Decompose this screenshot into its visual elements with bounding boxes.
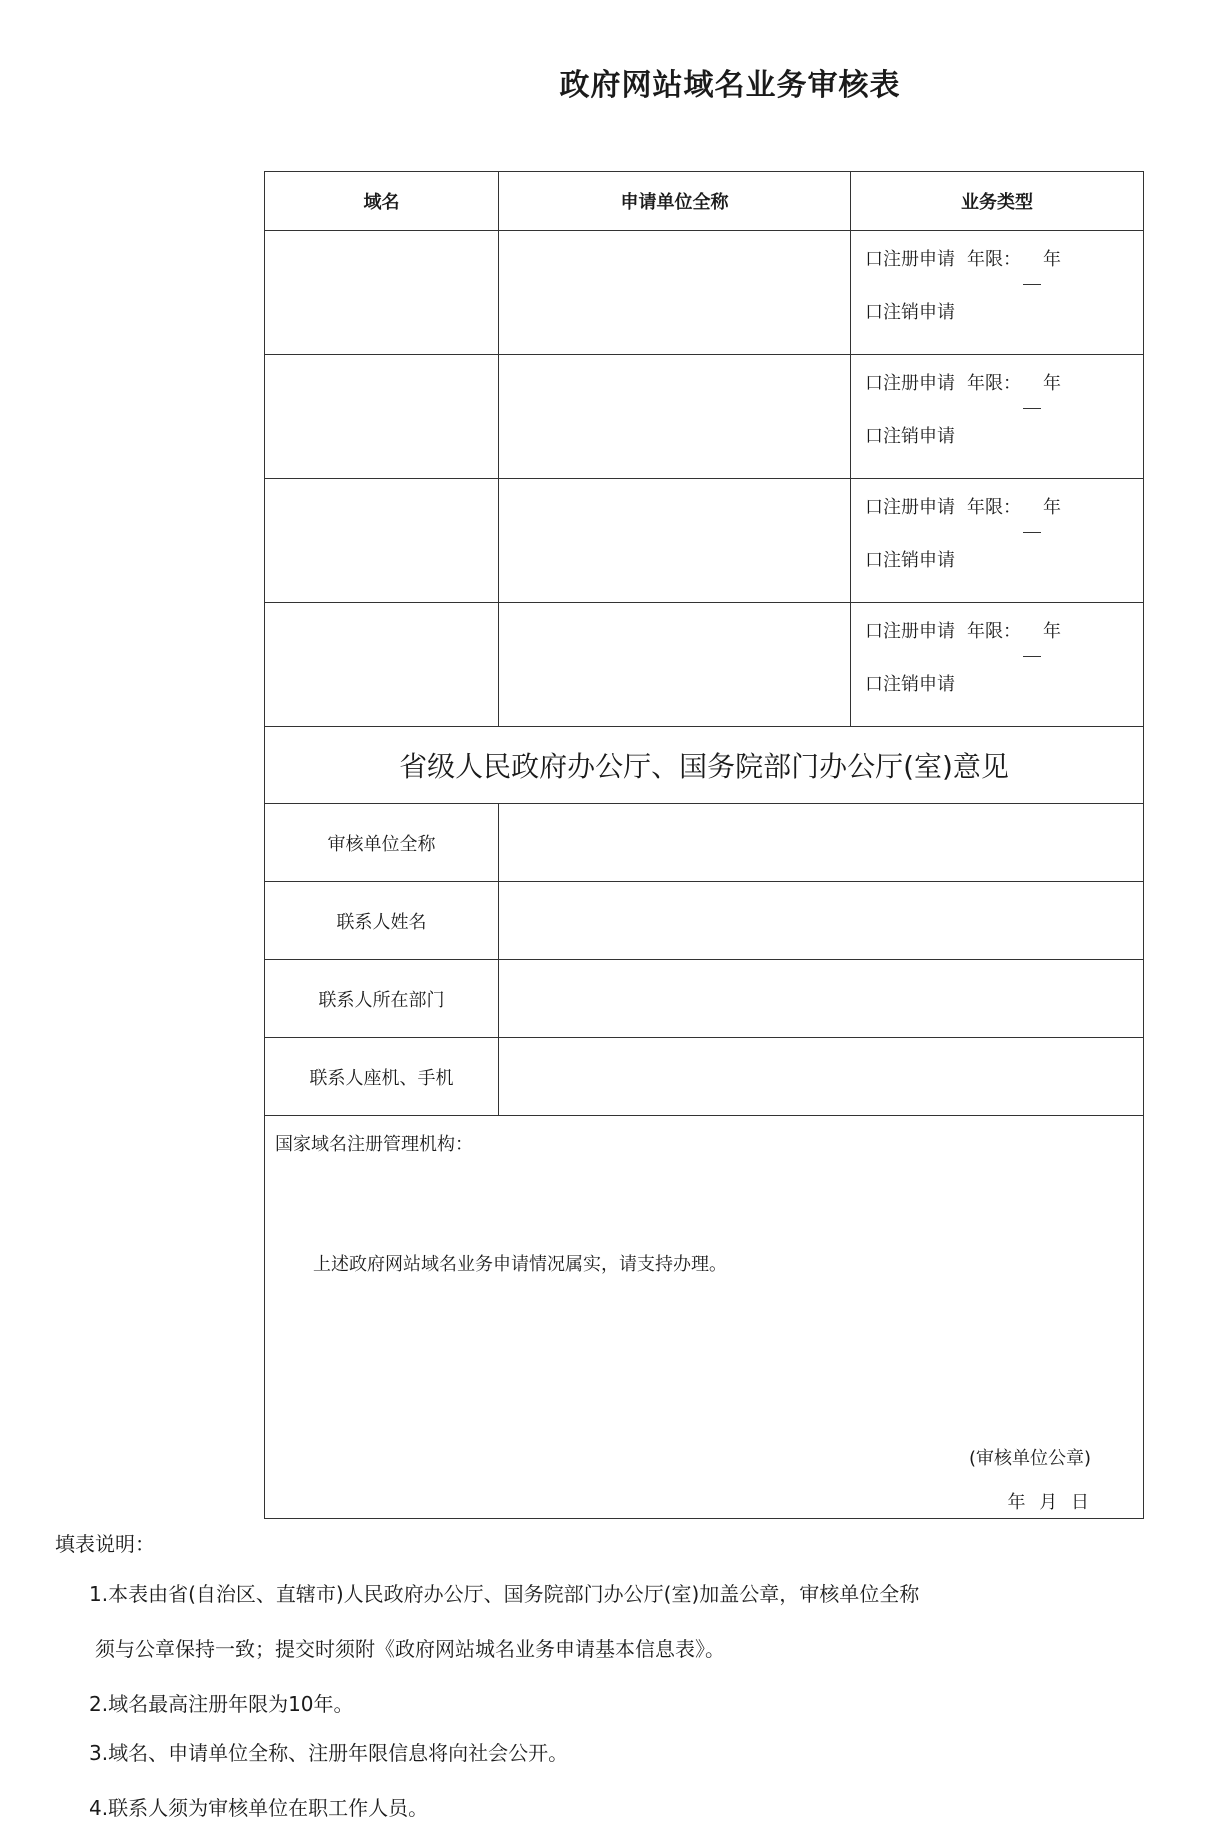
- stamp-label: (审核单位公章): [968, 1448, 1091, 1469]
- contact-row: [265, 960, 1144, 1038]
- table-row: [265, 603, 1144, 727]
- instruction-item: 须与公章保持一致；提交时须附《政府网站城名业务申请基本信息表》。: [95, 1637, 725, 1661]
- header-business-type: 业务类型: [851, 172, 1144, 231]
- registry-statement: 上述政府网站域名业务申请情况属实，请支持办理。: [313, 1254, 727, 1275]
- business-type-cell: [851, 479, 1144, 603]
- opinion-section-row: [265, 727, 1144, 804]
- header-applicant: 申请单位全称: [499, 172, 851, 231]
- table-header-row: [265, 172, 1144, 231]
- business-type-cell: [851, 603, 1144, 727]
- applicant-input-cell[interactable]: [499, 479, 851, 603]
- registry-label: 国家域名注册管理机构：: [275, 1134, 473, 1155]
- years-blank[interactable]: [1023, 638, 1041, 657]
- opinion-section-title: 省级人民政府办公厅、国务院部门办公厅(室)意见: [265, 727, 1144, 804]
- registry-row: [265, 1116, 1144, 1519]
- domain-input-cell[interactable]: [265, 355, 499, 479]
- domain-input-cell[interactable]: [265, 231, 499, 355]
- filling-instructions: [55, 1528, 155, 1575]
- instruction-item: 4.联系人须为审核单位在职工作人员。: [89, 1796, 429, 1820]
- years-blank[interactable]: [1023, 390, 1041, 409]
- contact-row: [265, 1038, 1144, 1116]
- table-row: [265, 479, 1144, 603]
- business-type-cell: [851, 231, 1144, 355]
- contact-phone-label: 联系人座机、手机: [265, 1038, 499, 1116]
- years-blank[interactable]: [1023, 514, 1041, 533]
- register-option[interactable]: 口注册申请 年限： 年: [865, 603, 1143, 661]
- years-blank[interactable]: [1023, 266, 1041, 285]
- registry-opinion-cell[interactable]: [265, 1116, 1144, 1519]
- review-form-table: [264, 171, 1144, 1519]
- table-row: [265, 231, 1144, 355]
- instruction-item: 3.域名、申请单位全称、注册年限信息将向社会公开。: [89, 1741, 569, 1765]
- header-domain: 域名: [265, 172, 499, 231]
- domain-input-cell[interactable]: [265, 603, 499, 727]
- contact-phone-input[interactable]: [499, 1038, 1144, 1116]
- contact-department-input[interactable]: [499, 960, 1144, 1038]
- cancel-option[interactable]: 口注销申请: [865, 426, 955, 447]
- register-option[interactable]: 口注册申请 年限： 年: [865, 479, 1143, 537]
- instructions-title: 填表说明：: [55, 1532, 155, 1556]
- cancel-option[interactable]: 口注销申请: [865, 302, 955, 323]
- applicant-input-cell[interactable]: [499, 231, 851, 355]
- reviewer-unit-input[interactable]: [499, 804, 1144, 882]
- business-type-cell: [851, 355, 1144, 479]
- contact-row: [265, 882, 1144, 960]
- register-option[interactable]: 口注册申请 年限： 年: [865, 355, 1143, 413]
- date-label: 年 月 日: [1007, 1492, 1089, 1513]
- page-title: 政府网站域名业务审核表: [559, 68, 901, 103]
- instruction-item: 2.域名最高注册年限为10年。: [89, 1692, 354, 1716]
- register-option[interactable]: 口注册申请 年限： 年: [865, 231, 1143, 289]
- applicant-input-cell[interactable]: [499, 603, 851, 727]
- contact-name-label: 联系人姓名: [265, 882, 499, 960]
- contact-name-input[interactable]: [499, 882, 1144, 960]
- contact-row: [265, 804, 1144, 882]
- domain-input-cell[interactable]: [265, 479, 499, 603]
- applicant-input-cell[interactable]: [499, 355, 851, 479]
- table-row: [265, 355, 1144, 479]
- instruction-item: 1.本表由省(自治区、直辖市)人民政府办公厅、国务院部门办公厅(室)加盖公章，审核单位全称: [89, 1582, 920, 1606]
- reviewer-unit-label: 审核单位全称: [265, 804, 499, 882]
- cancel-option[interactable]: 口注销申请: [865, 674, 955, 695]
- contact-department-label: 联系人所在部门: [265, 960, 499, 1038]
- cancel-option[interactable]: 口注销申请: [865, 550, 955, 571]
